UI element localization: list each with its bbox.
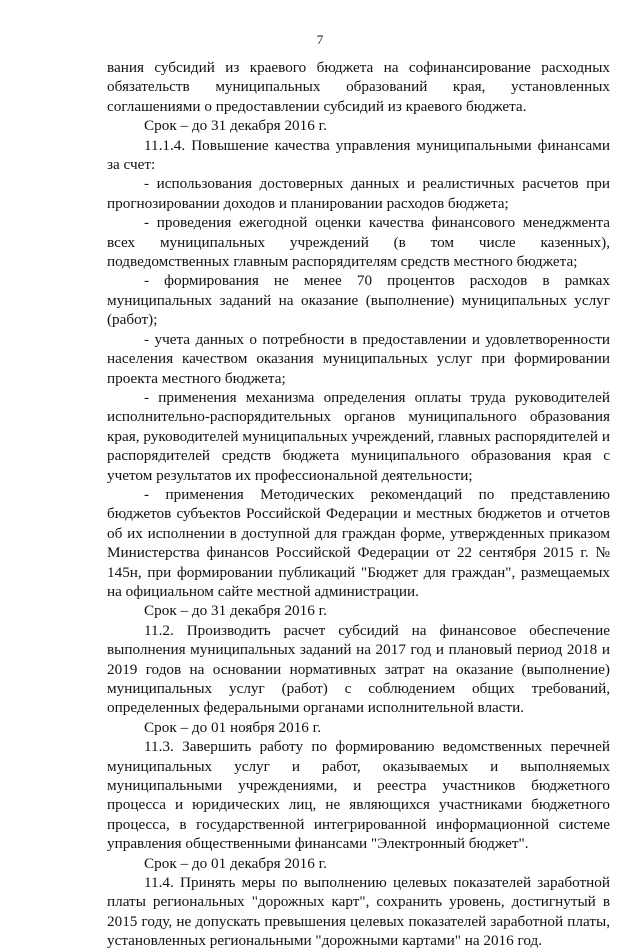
list-item-population-needs: - учета данных о потребности в предоставлении и удовлетворенности населения качеством оказания муниципальных услуг при формировании проекта местного бюджета; xyxy=(107,330,610,387)
paragraph-deadline: Срок – до 31 декабря 2016 г. xyxy=(144,602,327,620)
list-item-municipal-tasks: - формирования не менее 70 процентов расходов в рамках муниципальных заданий на оказание (выполнение) муниципальных услуг (работ); xyxy=(107,272,610,329)
list-item-salary-mechanism: - применения механизма определения оплаты труда руководителей исполнительно-распорядительных органов муниципального образования края, руководителей муниципальных учреждений, главных распорядителей и распорядителей средств бюджета муниципального образования края с учетом результатов их профессиональной деятельности; xyxy=(107,388,610,484)
list-item-methodical-recommendations: - применения Методических рекомендаций по представлению бюджетов субъектов Российской Федерации и местных бюджетов и отчетов об их исполнении в доступной для граждан форме, утвержденных приказом Министерства финансов Российской Федерации от 22 сентября 2015 г. № 145н, при формировании публикаций "Бюджет для граждан", размещаемых на официальном сайте местной администрации. xyxy=(107,485,610,600)
list-item-reliable-data: - использования достоверных данных и реалистичных расчетов при прогнозировании доходов и планировании расходов бюджета; xyxy=(107,175,610,212)
page-number: 7 xyxy=(316,32,324,47)
paragraph-section-11-4: 11.4. Принять меры по выполнению целевых показателей заработной платы региональных "дорожных карт", сохранить уровень, достигнутый в 2015 году, не допускать превышения целевых показателей заработной платы, установленных региональными "дорожными картами" на 2016 год. xyxy=(107,874,610,950)
paragraph-section-11-3: 11.3. Завершить работу по формированию ведомственных перечней муниципальных услуг и работ, оказываемых и выполняемых муниципальными учреждениями, и реестра участников бюджетного процесса и юридических лиц, не являющихся участниками бюджетного процесса, в государственной интегрированной информационной системе управления общественными финансами "Электронный бюджет". xyxy=(107,738,610,853)
paragraph-section-11-1-4: 11.1.4. Повышение качества управления муниципальными финансами за счет: xyxy=(107,136,610,174)
paragraph-section-11-2: 11.2. Производить расчет субсидий на финансовое обеспечение выполнения муниципальных заданий на 2017 год и плановый период 2018 и 2019 годов на основании нормативных затрат на оказание (выполнение) муниципальных услуг (работ) с соблюдением общих требований, определенных федеральными органами исполнительной власти. xyxy=(107,621,610,717)
paragraph-subsidies-continuation: вания субсидий из краевого бюджета на софинансирование расходных обязательств муниципальных образований края, установленных соглашениями о предоставлении субсидий из краевого бюджета. xyxy=(107,59,610,115)
document-body xyxy=(107,58,610,951)
paragraph-deadline: Срок – до 31 декабря 2016 г. xyxy=(144,117,327,135)
list-item-financial-management: - проведения ежегодной оценки качества финансового менеджмента всех муниципальных учреждений (в том числе казенных), подведомственных главным распорядителям средств местного бюджета; xyxy=(107,214,610,271)
paragraph-deadline: Срок – до 01 декабря 2016 г. xyxy=(144,854,327,872)
paragraph-deadline: Срок – до 01 ноября 2016 г. xyxy=(144,718,321,736)
